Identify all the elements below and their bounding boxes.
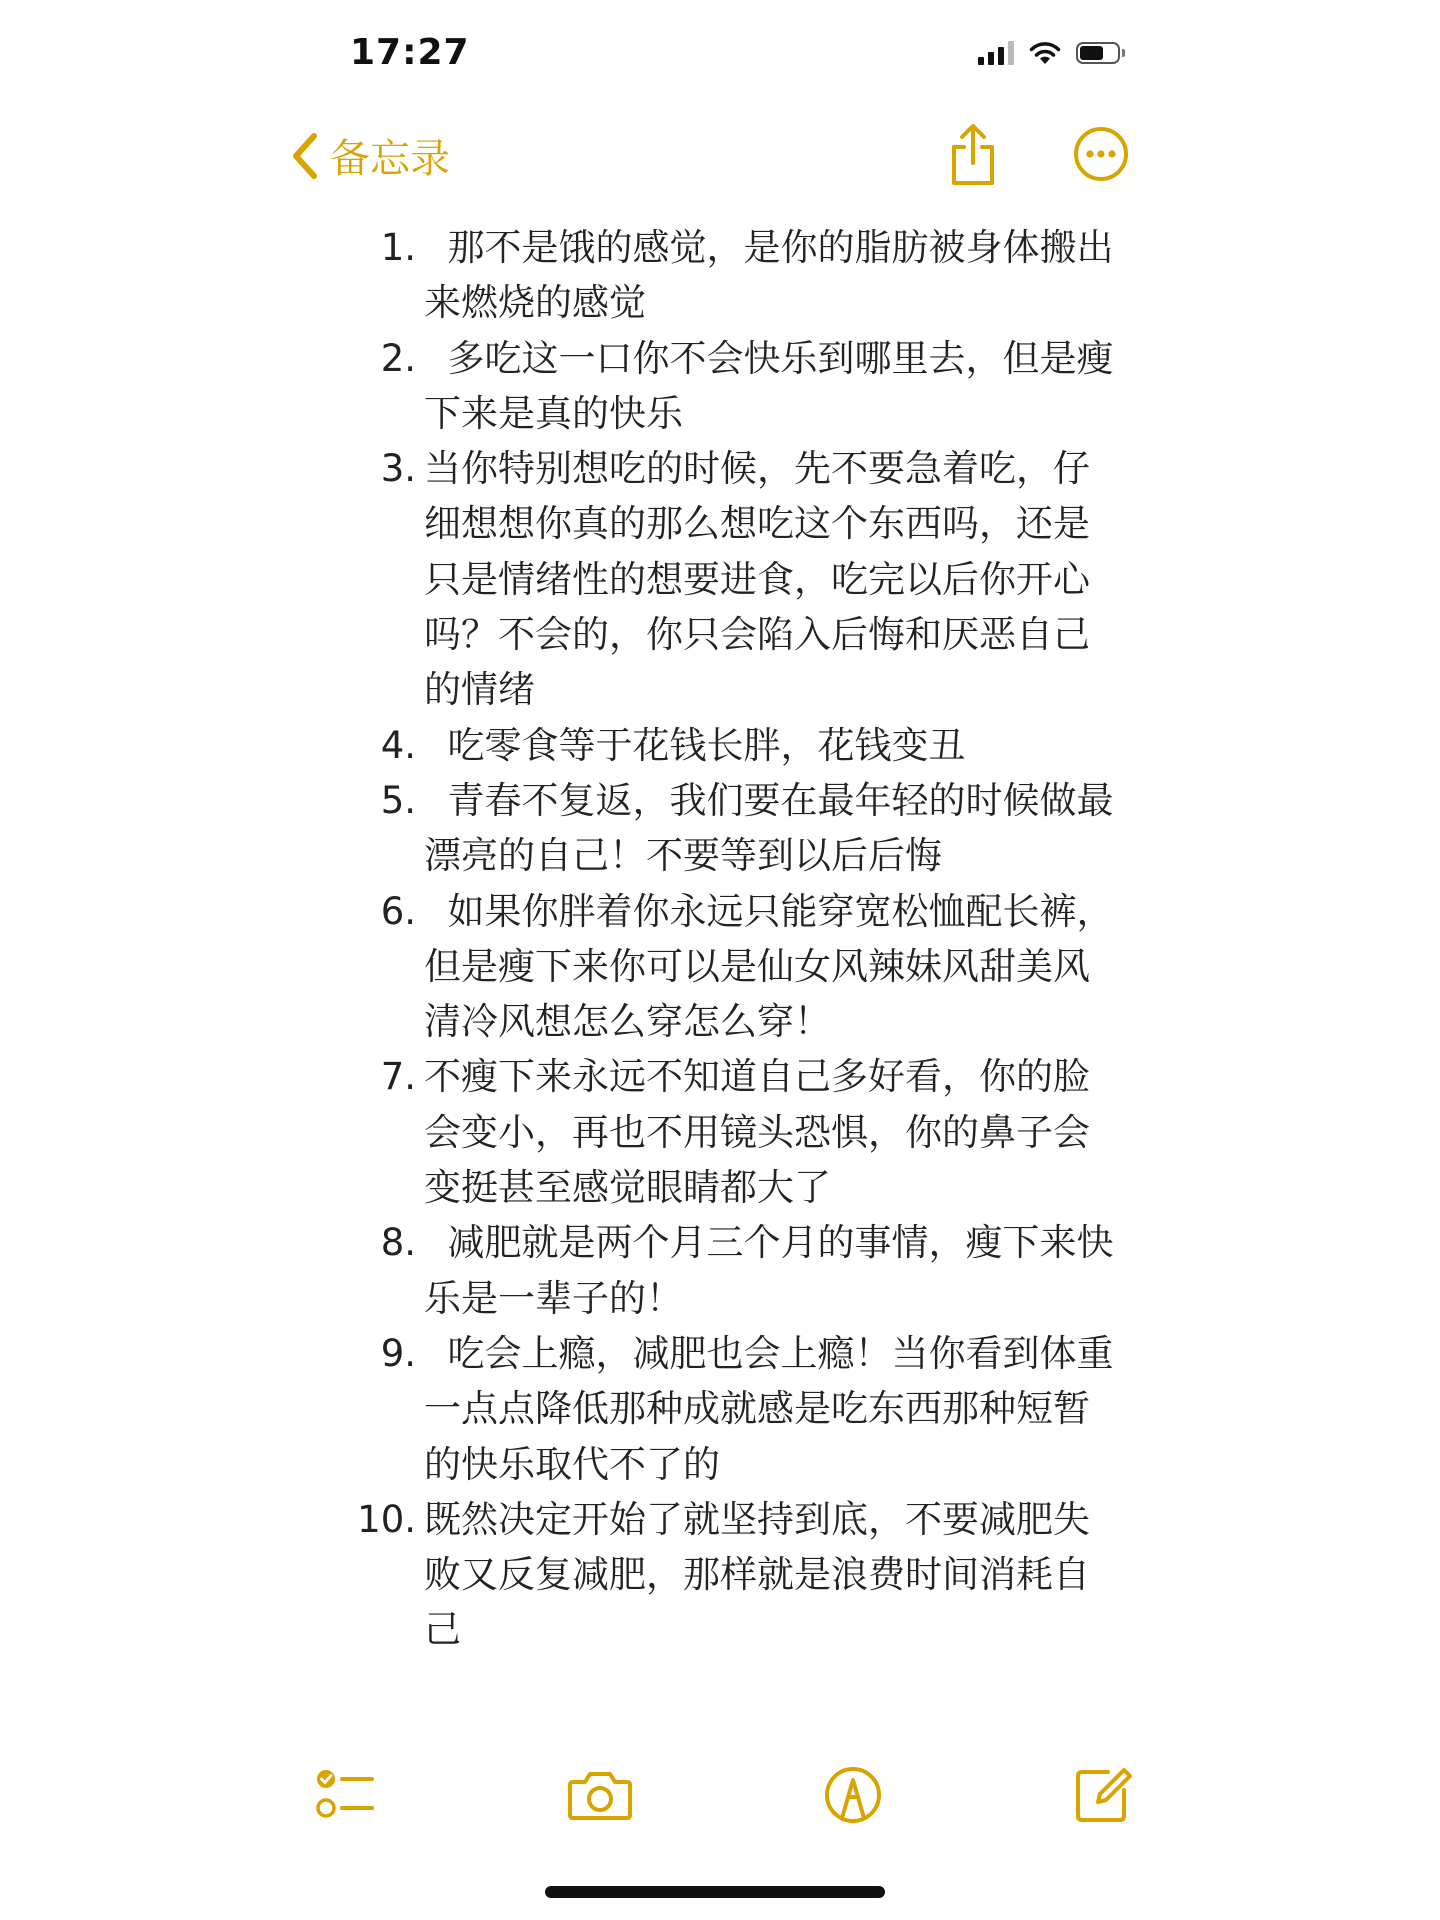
list-item-text: 多吃这一口你不会快乐到哪里去，但是瘦下来是真的快乐	[424, 336, 1114, 435]
list-item	[330, 331, 1120, 442]
list-item-number: 10.	[357, 1497, 416, 1541]
share-icon	[945, 123, 1001, 187]
status-bar	[0, 0, 1440, 110]
list-item-text: 吃会上瘾，减肥也会上瘾！当你看到体重一点点降低那种成就感是吃东西那种短暂的快乐取代不了的	[424, 1331, 1114, 1486]
wifi-icon	[1028, 40, 1062, 66]
list-item	[330, 1326, 1120, 1492]
status-time: 17:27	[350, 32, 470, 73]
list-item-text: 青春不复返，我们要在最年轻的时候做最漂亮的自己！不要等到以后后悔	[424, 778, 1114, 878]
battery-icon	[1076, 42, 1120, 64]
list-item	[330, 773, 1120, 884]
list-item-number: 8.	[380, 1221, 416, 1265]
back-button[interactable]	[290, 127, 450, 184]
compose-button[interactable]	[1068, 1760, 1138, 1830]
list-item	[330, 1492, 1120, 1658]
more-options-icon	[1072, 125, 1130, 183]
list-item	[330, 884, 1120, 1050]
home-indicator[interactable]	[545, 1886, 885, 1898]
list-item-number: 6.	[380, 889, 416, 933]
list-item-number: 2.	[380, 336, 416, 380]
list-item	[330, 441, 1120, 717]
list-item-number: 5.	[380, 778, 416, 822]
list-item	[330, 220, 1120, 331]
list-item-text: 减肥就是两个月三个月的事情，瘦下来快乐是一辈子的！	[424, 1221, 1114, 1320]
bottom-toolbar	[0, 1760, 1440, 1840]
list-item-number: 1.	[380, 226, 416, 269]
cellular-signal-icon	[978, 41, 1014, 65]
list-item	[330, 718, 1120, 773]
markup-pen-icon	[818, 1760, 888, 1830]
nav-bar	[0, 115, 1440, 195]
note-content[interactable]	[330, 220, 1120, 1658]
camera-icon	[565, 1760, 635, 1830]
battery-level	[1080, 46, 1103, 60]
camera-button[interactable]	[565, 1760, 635, 1830]
list-item-text: 不瘦下来永远不知道自己多好看，你的脸会变小，再也不用镜头恐惧，你的鼻子会变挺甚至感觉眼睛都大了	[424, 1055, 1090, 1210]
list-item	[330, 1049, 1120, 1215]
markup-button[interactable]	[818, 1760, 888, 1830]
back-label: 备忘录	[330, 136, 450, 182]
more-options-button[interactable]	[1072, 125, 1130, 183]
list-item-text: 当你特别想吃的时候，先不要急着吃，仔细想想你真的那么想吃这个东西吗，还是只是情绪性的想要进食，吃完以后你开心吗？不会的，你只会陷入后悔和厌恶自己的情绪	[424, 447, 1090, 712]
list-item-text: 既然决定开始了就坚持到底，不要减肥失败又反复减肥，那样就是浪费时间消耗自己	[424, 1497, 1090, 1652]
list-item-number: 9.	[380, 1331, 416, 1375]
share-button[interactable]	[945, 123, 1001, 187]
chevron-left-icon	[290, 132, 320, 180]
compose-icon	[1068, 1760, 1138, 1830]
list-item-text: 那不是饿的感觉，是你的脂肪被身体搬出来燃烧的感觉	[424, 226, 1114, 325]
checklist-icon	[312, 1760, 382, 1830]
checklist-button[interactable]	[312, 1760, 382, 1830]
list-item-text: 吃零食等于花钱长胖，花钱变丑	[424, 723, 966, 767]
list-item-text: 如果你胖着你永远只能穿宽松恤配长裤，但是瘦下来你可以是仙女风辣妹风甜美风清冷风想怎么穿怎么穿！	[424, 889, 1114, 1044]
status-icons	[978, 40, 1120, 66]
list-item-number: 7.	[380, 1055, 416, 1099]
list-item-number: 4.	[380, 723, 416, 767]
list-item	[330, 1215, 1120, 1326]
list-item-number: 3.	[380, 447, 416, 491]
